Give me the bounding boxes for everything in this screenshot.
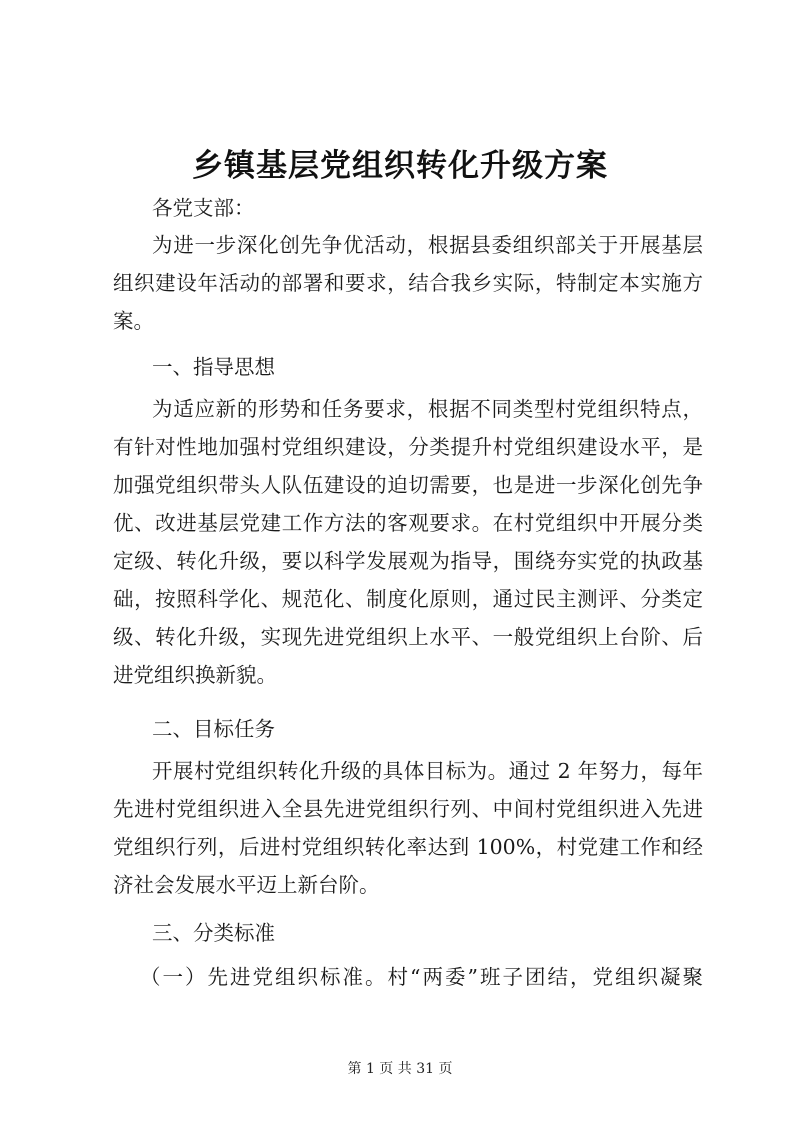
section3-line-1: （一）先进党组织标准。村“两委”班子团结，党组织凝聚 xyxy=(140,965,703,989)
section-heading-goals: 二、目标任务 xyxy=(152,717,275,741)
section1-line-8: 进党组织换新貌。 xyxy=(113,663,277,687)
section1-line-4: 优、改进基层党建工作方法的客观要求。在村党组织中开展分类 xyxy=(113,511,703,535)
section1-line-7: 级、转化升级，实现先进党组织上水平、一般党组织上台阶、后 xyxy=(113,625,703,649)
section2-line-4: 济社会发展水平迈上新台阶。 xyxy=(113,873,380,897)
intro-line-1: 为进一步深化创先争优活动，根据县委组织部关于开展基层 xyxy=(152,233,703,257)
section1-line-6: 础，按照科学化、规范化、制度化原则，通过民主测评、分类定 xyxy=(113,587,703,611)
section1-line-5: 定级、转化升级，要以科学发展观为指导，围绕夯实党的执政基 xyxy=(113,549,703,573)
section1-line-1: 为适应新的形势和任务要求，根据不同类型村党组织特点， xyxy=(152,397,703,421)
document-title: 乡镇基层党组织转化升级方案 xyxy=(192,148,608,184)
section2-line-2: 先进村党组织进入全县先进党组织行列、中间村党组织进入先进 xyxy=(113,797,703,821)
section1-line-2: 有针对性地加强村党组织建设，分类提升村党组织建设水平，是 xyxy=(113,435,703,459)
section1-line-3: 加强党组织带头人队伍建设的迫切需要，也是进一步深化创先争 xyxy=(113,473,703,497)
section2-line-3: 党组织行列，后进村党组织转化率达到 100%，村党建工作和经 xyxy=(113,835,703,859)
section2-line-1: 开展村党组织转化升级的具体目标为。通过 2 年努力，每年 xyxy=(152,759,703,783)
intro-line-3: 案。 xyxy=(113,309,154,333)
section-heading-guiding-ideology: 一、指导思想 xyxy=(152,355,275,379)
section-heading-classification: 三、分类标准 xyxy=(152,921,275,945)
page-number-footer: 第 1 页 共 31 页 xyxy=(347,1061,453,1077)
intro-line-2: 组织建设年活动的部署和要求，结合我乡实际，特制定本实施方 xyxy=(113,271,703,295)
salutation: 各党支部： xyxy=(152,196,255,220)
